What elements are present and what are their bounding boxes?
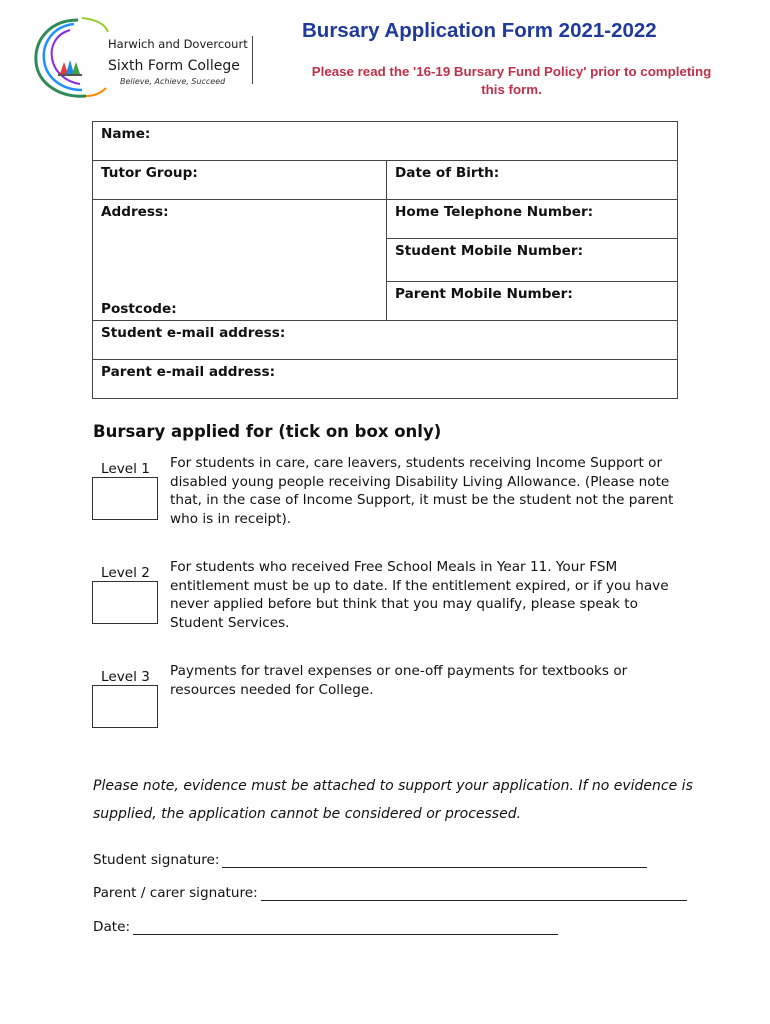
logo-line1: Harwich and Dovercourt bbox=[108, 37, 248, 51]
date-label: Date: bbox=[93, 919, 131, 935]
bursary-heading: Bursary applied for (tick on box only) bbox=[93, 422, 442, 441]
home-phone-field[interactable] bbox=[387, 200, 678, 239]
address-field[interactable] bbox=[93, 200, 387, 321]
evidence-note: Please note, evidence must be attached to support your application. If no evidence is supplied, the application cannot be considered or processed. bbox=[93, 778, 693, 822]
level-3-description: Payments for travel expenses or one-off payments for textbooks or resources needed for College. bbox=[170, 663, 628, 698]
name-label: Name: bbox=[101, 126, 151, 142]
parent-email-field[interactable] bbox=[93, 360, 678, 399]
student-email-field[interactable] bbox=[93, 321, 678, 360]
parent-signature-row bbox=[93, 885, 687, 901]
parent-signature-line[interactable] bbox=[261, 886, 687, 901]
home-phone-label: Home Telephone Number: bbox=[395, 204, 594, 220]
level-1-checkbox[interactable] bbox=[92, 477, 158, 520]
date-line[interactable] bbox=[133, 920, 558, 935]
postcode-label: Postcode: bbox=[101, 301, 177, 317]
logo-divider bbox=[252, 36, 253, 84]
date-row bbox=[93, 919, 558, 935]
name-field[interactable] bbox=[93, 122, 678, 161]
student-email-label: Student e-mail address: bbox=[101, 325, 286, 341]
student-signature-line[interactable] bbox=[222, 853, 647, 868]
level-3-label: Level 3 bbox=[101, 669, 150, 685]
level-1-label: Level 1 bbox=[101, 461, 150, 477]
college-logo bbox=[30, 14, 260, 104]
form-subtitle: Please read the '16-19 Bursary Fund Policy' prior to completing this form. bbox=[311, 64, 712, 97]
logo-motto: Believe, Achieve, Succeed bbox=[120, 77, 226, 86]
parent-email-label: Parent e-mail address: bbox=[101, 364, 276, 380]
parent-signature-label: Parent / carer signature: bbox=[93, 885, 258, 901]
address-label: Address: bbox=[101, 204, 169, 220]
parent-mobile-label: Parent Mobile Number: bbox=[395, 286, 573, 302]
date-of-birth-label: Date of Birth: bbox=[395, 165, 500, 181]
student-signature-row bbox=[93, 852, 647, 868]
level-3-checkbox[interactable] bbox=[92, 685, 158, 728]
parent-mobile-field[interactable] bbox=[387, 282, 678, 321]
tutor-group-label: Tutor Group: bbox=[101, 165, 198, 181]
form-title: Bursary Application Form 2021-2022 bbox=[302, 19, 657, 42]
level-2-description: For students who received Free School Meals in Year 11. Your FSM entitlement must be up to date. If the entitlement expired, or if you have never applied before but think that you may qualify, please speak to Student Services. bbox=[170, 559, 669, 631]
level-2-label: Level 2 bbox=[101, 565, 150, 581]
logo-line2: Sixth Form College bbox=[108, 58, 240, 74]
student-mobile-label: Student Mobile Number: bbox=[395, 243, 584, 259]
level-2-checkbox[interactable] bbox=[92, 581, 158, 624]
student-signature-label: Student signature: bbox=[93, 852, 220, 868]
tutor-group-field[interactable] bbox=[93, 161, 387, 200]
level-1-description: For students in care, care leavers, students receiving Income Support or disabled young people receiving Disability Living Allowance. (Please note that, in the case of Income Support, it must be the student not the parent who is in receipt). bbox=[170, 455, 674, 527]
details-table bbox=[92, 121, 678, 399]
date-of-birth-field[interactable] bbox=[387, 161, 678, 200]
student-mobile-field[interactable] bbox=[387, 239, 678, 282]
